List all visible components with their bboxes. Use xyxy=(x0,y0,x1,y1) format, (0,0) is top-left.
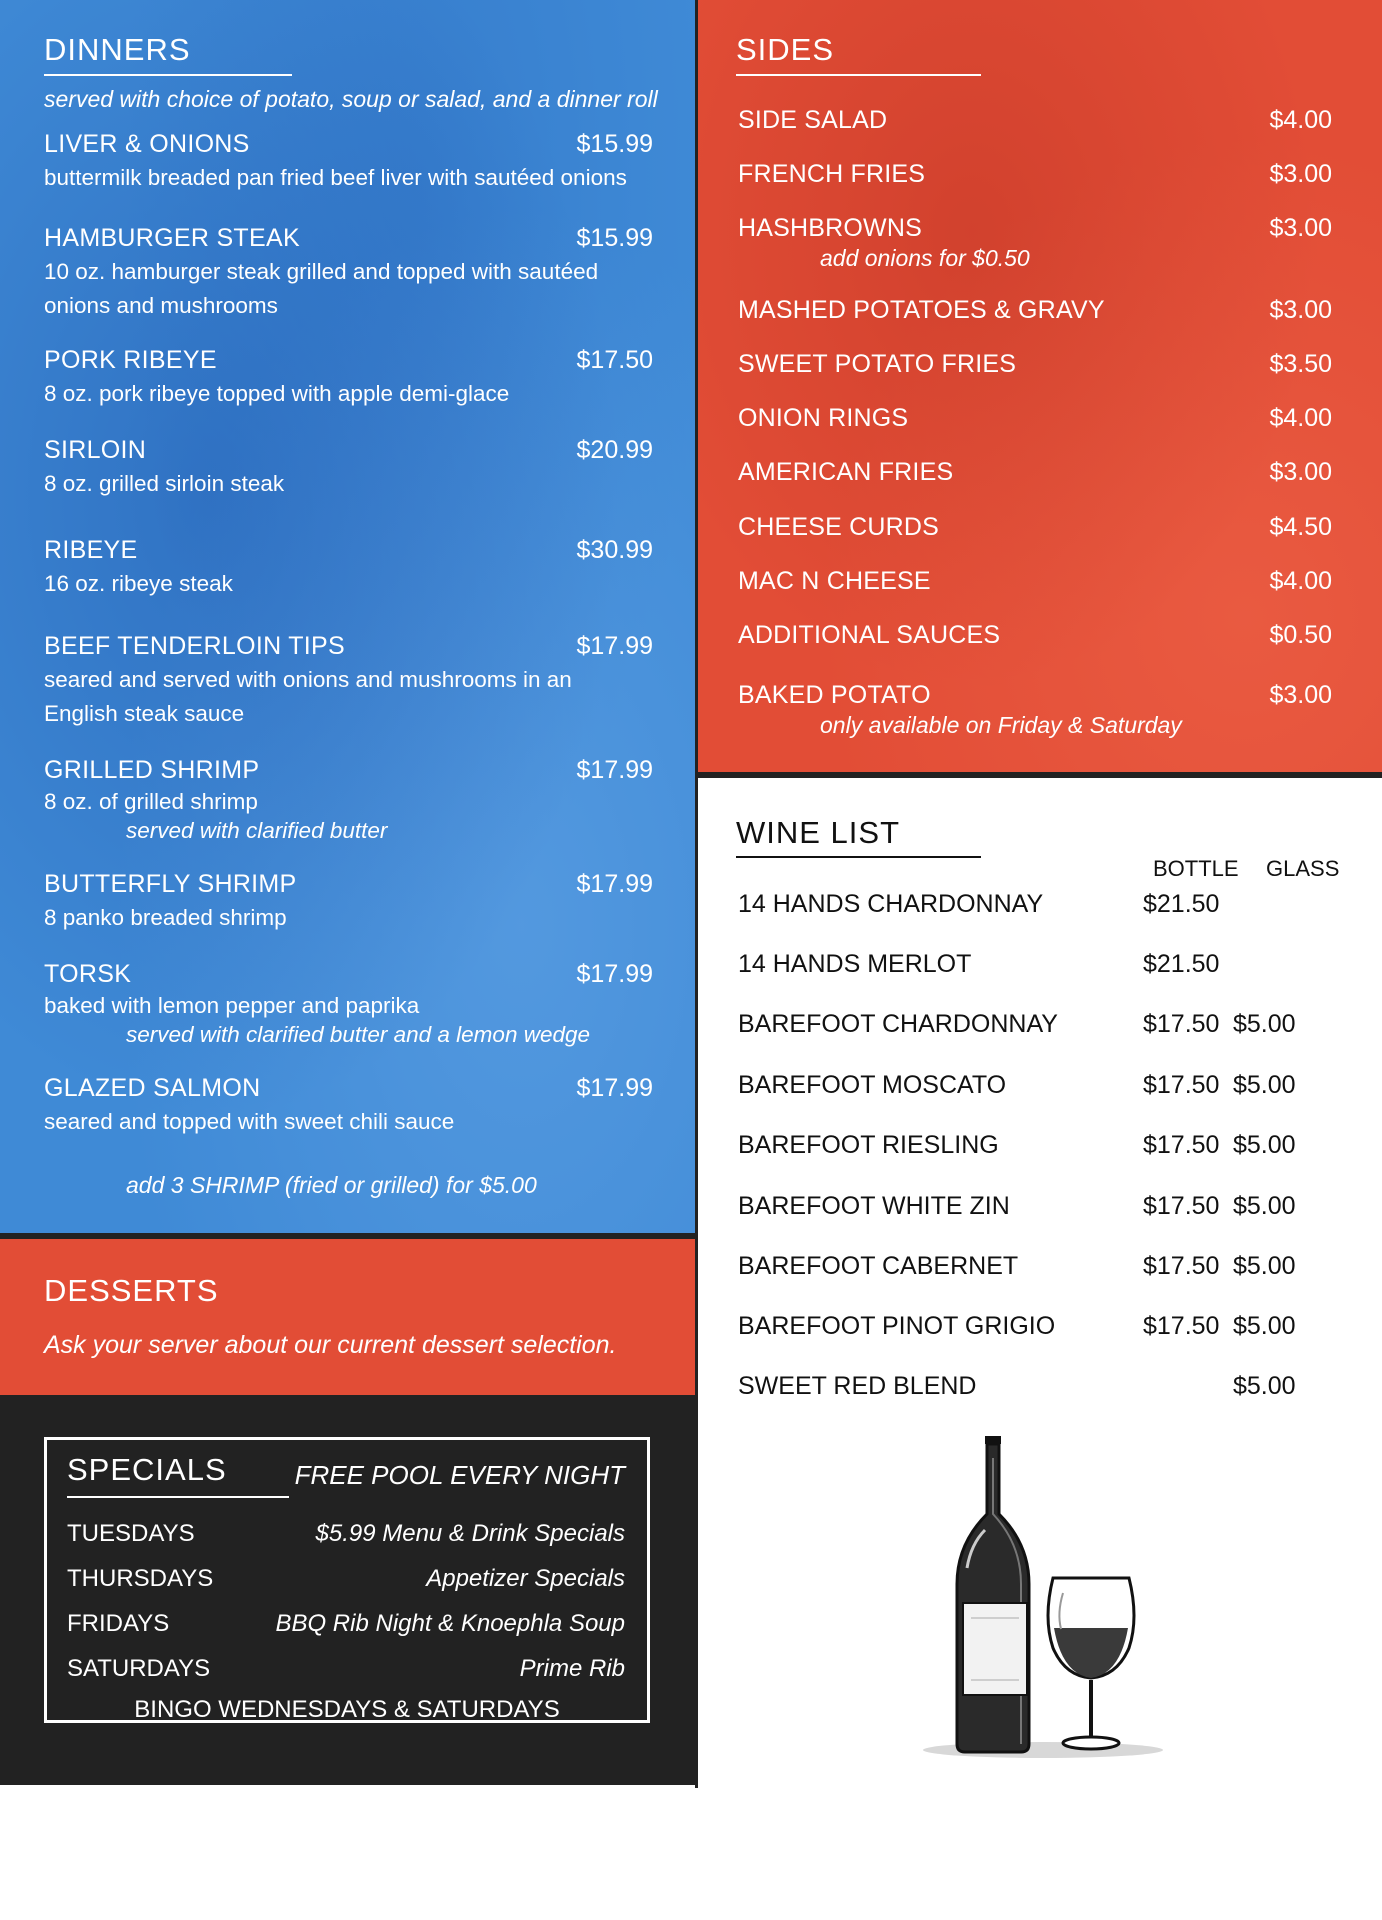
wine-panel xyxy=(695,778,1382,1788)
wine-item-name: BAREFOOT RIESLING xyxy=(738,1131,999,1159)
side-item-name: HASHBROWNS xyxy=(738,214,922,242)
side-item-name: CHEESE CURDS xyxy=(738,513,940,541)
dinner-item xyxy=(44,130,653,195)
dinner-item-name: HAMBURGER STEAK xyxy=(44,224,300,252)
side-item-price: $0.50 xyxy=(1269,621,1332,649)
side-item xyxy=(738,404,1332,440)
side-item-price: $4.00 xyxy=(1269,567,1332,595)
wine-item-bottle: $17.50 xyxy=(1143,1192,1220,1220)
desserts-text: Ask your server about our current dessert selection. xyxy=(44,1331,617,1359)
wine-item-glass: $5.00 xyxy=(1233,1010,1296,1038)
side-item-price: $3.00 xyxy=(1269,160,1332,188)
wine-item-glass: $5.00 xyxy=(1233,1192,1296,1220)
sides-title: SIDES xyxy=(736,32,835,67)
specials-day: TUESDAYS xyxy=(67,1520,195,1547)
dinner-item-price: $15.99 xyxy=(576,130,653,158)
specials-panel xyxy=(0,1395,695,1785)
wine-item xyxy=(738,890,1348,924)
desserts-panel xyxy=(0,1233,695,1395)
specials-row xyxy=(67,1565,625,1593)
dinners-panel xyxy=(0,0,695,1233)
dinner-item-desc: 16 oz. ribeye steak xyxy=(44,571,233,596)
side-item-name: AMERICAN FRIES xyxy=(738,458,954,486)
dinner-item-desc: seared and served with onions and mushrooms in an English steak sauce xyxy=(44,667,572,726)
dinner-item xyxy=(44,436,653,501)
dinner-item-desc: 8 panko breaded shrimp xyxy=(44,905,287,930)
wine-item xyxy=(738,1252,1348,1286)
wine-item-glass: $5.00 xyxy=(1233,1312,1296,1340)
wine-item-name: BAREFOOT MOSCATO xyxy=(738,1071,1007,1099)
dinner-item xyxy=(44,224,653,323)
wine-item-bottle: $21.50 xyxy=(1143,890,1220,918)
dinner-item-price: $17.99 xyxy=(576,1074,653,1102)
wine-item-bottle: $17.50 xyxy=(1143,1071,1220,1099)
dinner-item-price: $17.99 xyxy=(576,870,653,898)
dinner-item-note: served with clarified butter and a lemon wedge xyxy=(126,1022,591,1047)
sides-title-underline xyxy=(736,74,981,76)
wine-item xyxy=(738,1010,1348,1044)
dinner-item xyxy=(44,632,653,731)
specials-box xyxy=(44,1437,650,1723)
wine-item-name: SWEET RED BLEND xyxy=(738,1372,977,1400)
wine-item xyxy=(738,1312,1348,1346)
wine-item-name: BAREFOOT PINOT GRIGIO xyxy=(738,1312,1056,1340)
dinners-addon: add 3 SHRIMP (fried or grilled) for $5.00 xyxy=(126,1172,537,1198)
side-item xyxy=(738,160,1332,196)
dinner-item-price: $17.99 xyxy=(576,632,653,660)
dinner-item xyxy=(44,1074,653,1139)
wine-item-name: BAREFOOT CABERNET xyxy=(738,1252,1019,1280)
dinner-item-name: SIRLOIN xyxy=(44,436,147,464)
wine-item-bottle: $17.50 xyxy=(1143,1010,1220,1038)
specials-row xyxy=(67,1520,625,1548)
wine-item xyxy=(738,950,1348,984)
side-item xyxy=(738,350,1332,386)
specials-title-underline xyxy=(67,1496,289,1498)
specials-day: FRIDAYS xyxy=(67,1610,170,1637)
dinner-item-desc: 8 oz. pork ribeye topped with apple demi-glace xyxy=(44,381,510,406)
wine-item xyxy=(738,1372,1348,1406)
dinner-item-desc: baked with lemon pepper and paprika xyxy=(44,993,420,1018)
specials-row xyxy=(67,1610,625,1638)
wine-item-glass: $5.00 xyxy=(1233,1372,1296,1400)
specials-headline: FREE POOL EVERY NIGHT xyxy=(294,1460,625,1490)
dinner-item-note: served with clarified butter xyxy=(126,818,388,843)
dinner-item-name: LIVER & ONIONS xyxy=(44,130,250,158)
side-item xyxy=(738,513,1332,549)
side-item-price: $4.50 xyxy=(1269,513,1332,541)
side-item-price: $3.00 xyxy=(1269,458,1332,486)
side-item-name: SIDE SALAD xyxy=(738,106,888,134)
dinner-item-desc: buttermilk breaded pan fried beef liver with sautéed onions xyxy=(44,165,627,190)
dinner-item xyxy=(44,536,653,601)
dinner-item-desc: 8 oz. of grilled shrimp xyxy=(44,789,258,814)
side-item-price: $3.00 xyxy=(1269,296,1332,324)
dinners-title: DINNERS xyxy=(44,32,191,67)
wine-item-name: BAREFOOT CHARDONNAY xyxy=(738,1010,1058,1038)
dinner-item-price: $17.99 xyxy=(576,960,653,988)
dinner-item-name: GRILLED SHRIMP xyxy=(44,756,260,784)
dinner-item xyxy=(44,346,653,411)
specials-deal: Prime Rib xyxy=(519,1655,625,1682)
side-item xyxy=(738,296,1332,332)
side-item-price: $3.50 xyxy=(1269,350,1332,378)
dinner-item xyxy=(44,870,653,935)
side-item-name: MAC N CHEESE xyxy=(738,567,931,595)
wine-item-bottle: $17.50 xyxy=(1143,1131,1220,1159)
specials-day: THURSDAYS xyxy=(67,1565,214,1592)
side-item xyxy=(738,106,1332,142)
dinner-item-name: RIBEYE xyxy=(44,536,138,564)
wine-title-underline xyxy=(736,856,981,858)
side-item-price: $3.00 xyxy=(1269,214,1332,242)
side-item xyxy=(738,214,1332,276)
side-item-price: $4.00 xyxy=(1269,106,1332,134)
dinner-item xyxy=(44,756,653,845)
side-item xyxy=(738,621,1332,657)
dinners-subtitle: served with choice of potato, soup or salad, and a dinner roll xyxy=(44,86,658,112)
wine-bottle-and-glass-icon xyxy=(913,1428,1173,1768)
desserts-title: DESSERTS xyxy=(44,1273,219,1308)
dinner-item-price: $15.99 xyxy=(576,224,653,252)
dinner-item-name: TORSK xyxy=(44,960,132,988)
wine-item-bottle: $17.50 xyxy=(1143,1312,1220,1340)
wine-item-name: BAREFOOT WHITE ZIN xyxy=(738,1192,1010,1220)
side-item-note: add onions for $0.50 xyxy=(820,245,1030,271)
side-item-name: ONION RINGS xyxy=(738,404,909,432)
specials-day: SATURDAYS xyxy=(67,1655,211,1682)
side-item-price: $3.00 xyxy=(1269,681,1332,709)
side-item-name: FRENCH FRIES xyxy=(738,160,926,188)
dinner-item-name: BEEF TENDERLOIN TIPS xyxy=(44,632,345,660)
wine-item-glass: $5.00 xyxy=(1233,1071,1296,1099)
dinner-item-name: BUTTERFLY SHRIMP xyxy=(44,870,297,898)
side-item-name: MASHED POTATOES & GRAVY xyxy=(738,296,1105,324)
specials-deal: Appetizer Specials xyxy=(426,1565,625,1592)
specials-title: SPECIALS xyxy=(67,1452,227,1487)
side-item-name: SWEET POTATO FRIES xyxy=(738,350,1017,378)
dinner-item-name: GLAZED SALMON xyxy=(44,1074,261,1102)
wine-item xyxy=(738,1131,1348,1165)
wine-item-name: 14 HANDS CHARDONNAY xyxy=(738,890,1044,918)
dinner-item-price: $17.50 xyxy=(576,346,653,374)
wine-item-name: 14 HANDS MERLOT xyxy=(738,950,972,978)
side-item-price: $4.00 xyxy=(1269,404,1332,432)
dinner-item-desc: seared and topped with sweet chili sauce xyxy=(44,1109,455,1134)
wine-col-glass: GLASS xyxy=(1266,856,1340,881)
dinner-item-desc: 10 oz. hamburger steak grilled and topped with sautéed onions and mushrooms xyxy=(44,259,599,318)
side-item xyxy=(738,681,1332,743)
specials-deal: BBQ Rib Night & Knoephla Soup xyxy=(275,1610,625,1637)
wine-item-glass: $5.00 xyxy=(1233,1252,1296,1280)
specials-row xyxy=(67,1655,625,1683)
dinner-item xyxy=(44,960,653,1049)
wine-item xyxy=(738,1071,1348,1105)
dinner-item-desc: 8 oz. grilled sirloin steak xyxy=(44,471,285,496)
side-item-note: only available on Friday & Saturday xyxy=(820,712,1182,738)
side-item-name: ADDITIONAL SAUCES xyxy=(738,621,1001,649)
wine-item xyxy=(738,1192,1348,1226)
side-item-name: BAKED POTATO xyxy=(738,681,931,709)
wine-col-bottle: BOTTLE xyxy=(1153,856,1239,881)
dinner-item-price: $17.99 xyxy=(576,756,653,784)
wine-title: WINE LIST xyxy=(736,815,901,850)
side-item xyxy=(738,567,1332,603)
sides-panel xyxy=(695,0,1382,778)
dinners-title-underline xyxy=(44,74,292,76)
wine-item-glass: $5.00 xyxy=(1233,1131,1296,1159)
wine-item-bottle: $17.50 xyxy=(1143,1252,1220,1280)
side-item xyxy=(738,458,1332,494)
dinner-item-price: $30.99 xyxy=(576,536,653,564)
specials-deal: $5.99 Menu & Drink Specials xyxy=(315,1520,625,1547)
dinner-item-name: PORK RIBEYE xyxy=(44,346,217,374)
wine-item-bottle: $21.50 xyxy=(1143,950,1220,978)
specials-footer: BINGO WEDNESDAYS & SATURDAYS xyxy=(134,1696,560,1723)
dinner-item-price: $20.99 xyxy=(576,436,653,464)
